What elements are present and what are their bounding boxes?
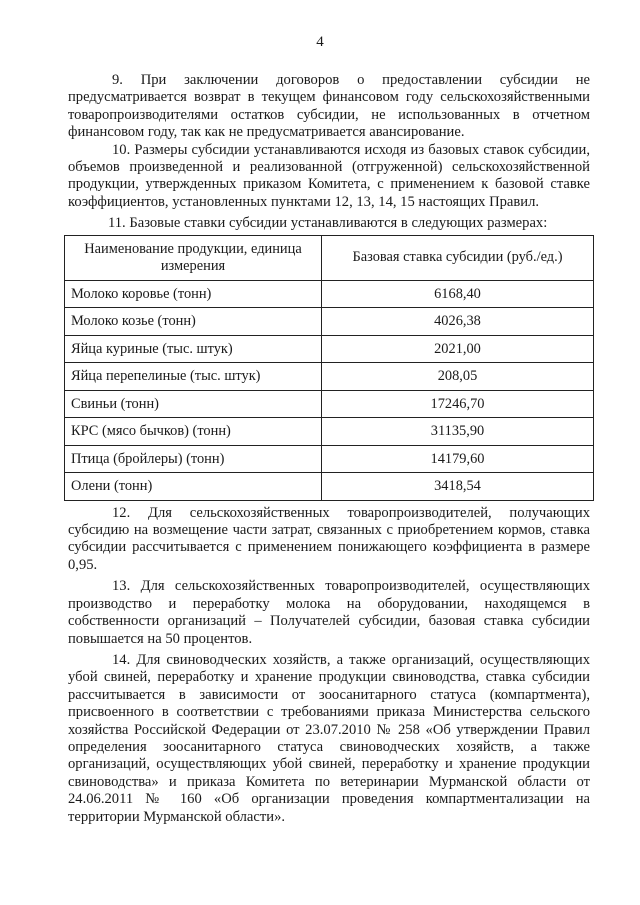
cell-rate: 6168,40 [322,280,594,308]
table-row [65,445,594,473]
cell-product: Яйца куриные (тыс. штук) [65,335,322,363]
cell-product: Птица (бройлеры) (тонн) [65,445,322,473]
table-row [65,335,594,363]
cell-rate: 2021,00 [322,335,594,363]
cell-rate: 208,05 [322,363,594,391]
table-row [65,473,594,501]
header-product: Наименование продукции, единица измерения [65,235,322,280]
cell-rate: 17246,70 [322,390,594,418]
table-row [65,308,594,336]
paragraph-12: 12. Для сельскохозяйственных товаропроизводителей, получающих субсидию на возмещение части затрат, связанных с приобретением кормов, ставка субсидии рассчитывается с применением понижающего коэффициента в размере 0,95. [68,504,590,573]
paragraph-13: 13. Для сельскохозяйственных товаропроизводителей, осуществляющих производство и переработку молока на оборудовании, находящемся в собственности организаций – Получателей субсидии, базовая ставка субсидии повышается на 50 процентов. [68,578,590,647]
cell-rate: 3418,54 [322,473,594,501]
header-rate: Базовая ставка субсидии (руб./ед.) [322,235,594,280]
cell-product: Яйца перепелиные (тыс. штук) [65,363,322,391]
cell-product: Молоко коровье (тонн) [65,280,322,308]
table-row [65,418,594,446]
table-header-row [65,235,594,280]
cell-product: Свиньи (тонн) [65,390,322,418]
table-row [65,363,594,391]
paragraph-9: 9. При заключении договоров о предоставлении субсидии не предусматривается возврат в текущем финансовом году сельскохозяйственными товаропроизводителями остатков субсидии, не использованных в отчетном финансовом году, так как не предусматривается авансирование. [68,72,590,141]
paragraph-10: 10. Размеры субсидии устанавливаются исходя из базовых ставок субсидии, объемов произведенной и реализованной (отгруженной) сельскохозяйственной продукции, утвержденных приказом Комитета, с применением к базовой ставке коэффициентов, установленных пунктами 12, 13, 14, 15 настоящих Правил. [68,141,590,210]
paragraph-11: 11. Базовые ставки субсидии устанавливаются в следующих размерах: [108,215,548,232]
paragraph-14: 14. Для свиноводческих хозяйств, а также организаций, осуществляющих убой свиней, переработку и хранение продукции свиноводства, ставка субсидии рассчитывается в зависимости от зоосанитарного статуса (компартмента), присвоенного в соответствии с требованиями приказа Министерства сельского хозяйства Российской Федерации от 23.07.2010 № 258 «Об утверждении Правил определения зоосанитарного статуса свиноводческих хозяйств, а также организаций, осуществляющих убой свиней, переработку и хранение продукции свиноводства» и приказа Комитета по ветеринарии Мурманской области от 24.06.2011 № 160 «Об организации проведения компартментализации на территории Мурманской области». [68,651,590,825]
cell-rate: 31135,90 [322,418,594,446]
cell-rate: 4026,38 [322,308,594,336]
table-row [65,390,594,418]
cell-rate: 14179,60 [322,445,594,473]
page-number: 4 [316,34,324,50]
cell-product: КРС (мясо бычков) (тонн) [65,418,322,446]
document-body [68,72,590,830]
base-rates-table [64,235,594,501]
cell-product: Молоко козье (тонн) [65,308,322,336]
cell-product: Олени (тонн) [65,473,322,501]
table-row [65,280,594,308]
